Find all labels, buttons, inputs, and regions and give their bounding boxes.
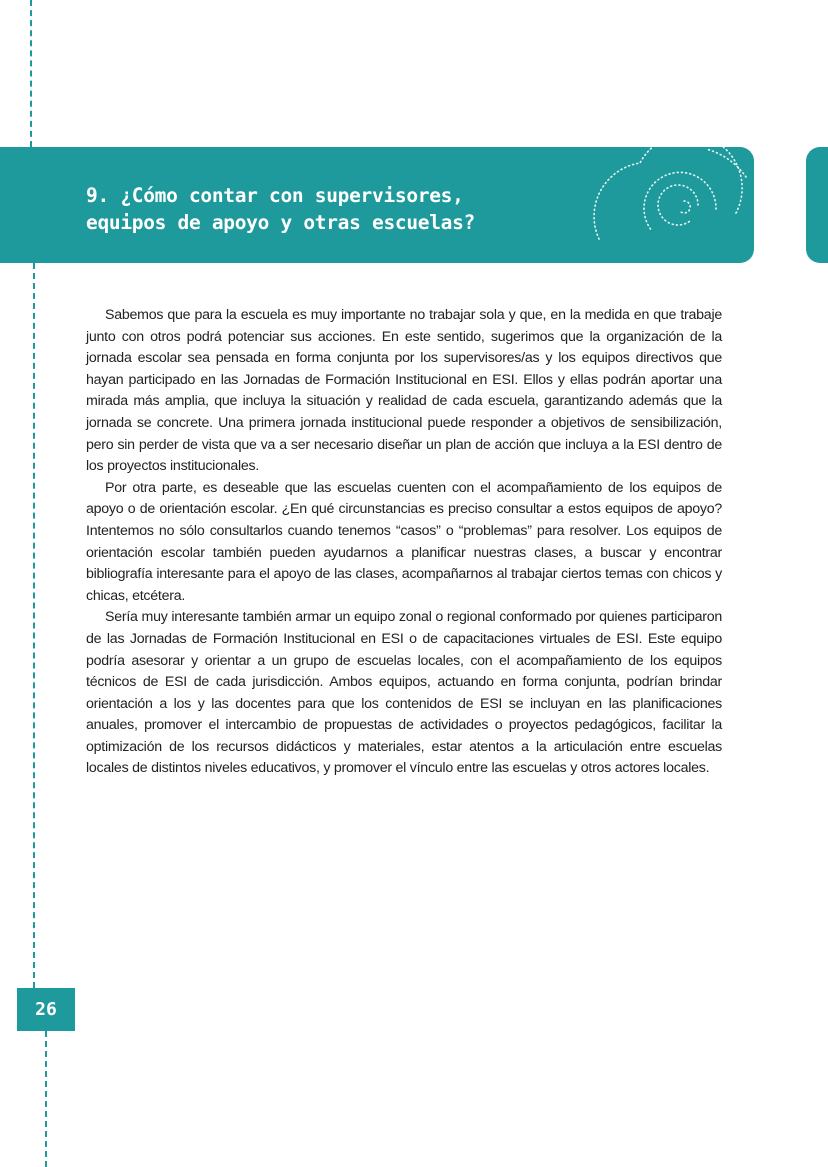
- section-tab: [806, 147, 828, 263]
- margin-guide-middle: [33, 263, 35, 988]
- margin-guide-top: [30, 0, 32, 147]
- section-title: [86, 182, 475, 236]
- margin-guide-bottom: [45, 1031, 47, 1167]
- paragraph: Sabemos que para la escuela es muy importante no trabajar sola y que, en la medida en que trabaje junto con otros podrá potenciar sus acciones. En este sentido, sugerimos que la organización de la jornada escolar sea pensada en forma conjunta por los supervisores/as y los equipos directivos que hayan participado en las Jornadas de Formación Institucional en ESI. Ellos y ellas podrán aportar una mirada más amplia, que incluya la situación y realidad de cada escuela, garantizando además que la jornada se concrete. Una primera jornada institucional puede responder a objetivos de sensibilización, pero sin perder de vista que va a ser necesario diseñar un plan de acción que incluya a la ESI dentro de los proyectos institucionales.: [86, 307, 722, 475]
- section-title-line-1: 9. ¿Cómo contar con supervisores,: [86, 184, 464, 207]
- paragraph: Sería muy interesante también armar un equipo zonal o regional conformado por quienes participaron de las Jornadas de Formación Institucional en ESI o de capacitaciones virtuales de ESI. Este equipo podría asesorar y orientar a un grupo de escuelas locales, con el acompañamiento de los equipos técnicos de ESI de cada jurisdicción. Ambos equipos, actuando en forma conjunta, podrían brindar orientación a los y las docentes para que los contenidos de ESI se incluyan en las planificaciones anuales, promover el intercambio de propuestas de actividades o proyectos pedagógicos, facilitar la optimización de los recursos didácticos y materiales, estar atentos a la articulación entre escuelas locales de distintos niveles educativos, y promover el vínculo entre las escuelas y otros actores locales.: [86, 609, 722, 777]
- body-text: [86, 305, 722, 780]
- page-number: 26: [17, 988, 75, 1031]
- spiral-decoration-icon: [580, 147, 754, 263]
- paragraph: Por otra parte, es deseable que las escuelas cuenten con el acompañamiento de los equipos de apoyo o de orientación escolar. ¿En qué circunstancias es preciso consultar a estos equipos de apoyo? Intentemos no sólo consultarlos cuando tenemos “casos” o “problemas” para resolver. Los equipos de orientación escolar también pueden ayudarnos a planificar nuestras clases, a buscar y encontrar bibliografía interesante para el apoyo de las clases, acompañarnos al trabajar ciertos temas con chicos y chicas, etcétera.: [86, 479, 722, 604]
- section-title-line-2: equipos de apoyo y otras escuelas?: [86, 211, 475, 234]
